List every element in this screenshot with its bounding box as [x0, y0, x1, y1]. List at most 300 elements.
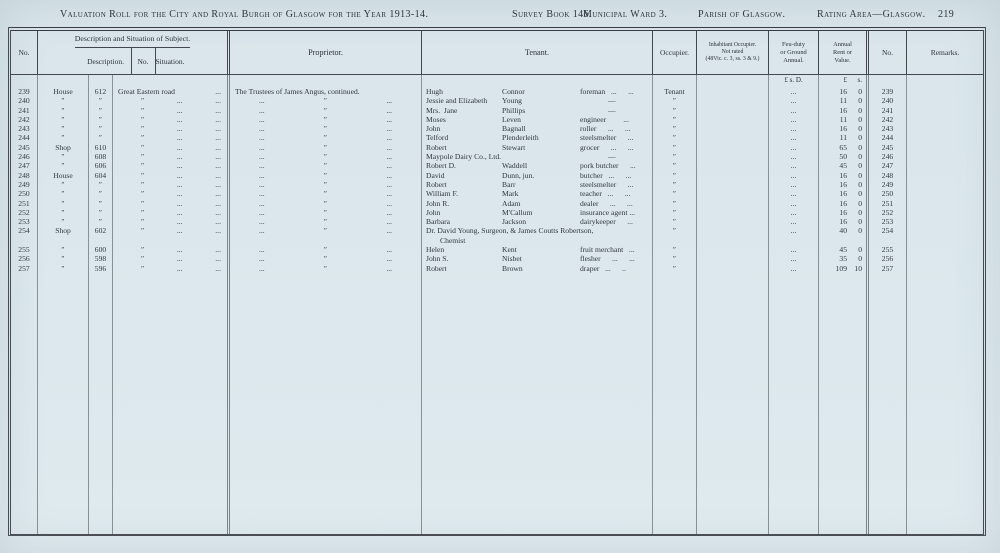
header-annual-rent: Annual Rent or Value.: [819, 31, 869, 74]
cell-description: ″: [38, 199, 89, 208]
cell-description: ″: [38, 245, 89, 254]
cell-annual-rent: 16 0: [819, 217, 869, 226]
cell-situation: ″ ... ...: [113, 115, 230, 124]
proprietor-ditto: ″: [323, 96, 328, 106]
table-row: [11, 171, 983, 180]
cell-number-2: 243: [869, 124, 907, 133]
cell-situation: ″ ... ...: [113, 124, 230, 133]
cell-annual-rent: 16 0: [819, 87, 869, 96]
cell-tenant: [422, 264, 653, 273]
proprietor-dots: ...: [258, 179, 265, 189]
cell-inhabitant-occupier: [697, 133, 769, 142]
cell-street-number: ″: [89, 217, 113, 226]
table-row: [11, 189, 983, 198]
tenant-surname: Adam: [502, 198, 521, 208]
header-feu-duty: Feu-duty or Ground Annual.: [769, 31, 819, 74]
cell-row-number: 240: [11, 96, 38, 105]
cell-proprietor: [230, 152, 422, 161]
cell-situation: ″ ... ...: [113, 180, 230, 189]
cell-proprietor: [230, 254, 422, 263]
proprietor-dots: ...: [258, 161, 265, 171]
tenant-surname: Nisbet: [502, 254, 522, 264]
cell-tenant: [422, 106, 653, 115]
cell-occupier: ″: [653, 217, 697, 226]
cell-situation: ″ ... ...: [113, 199, 230, 208]
proprietor-dots: ...: [258, 96, 265, 106]
header-description: Description.: [81, 48, 132, 74]
cell-street-number: 606: [89, 161, 113, 170]
cell-proprietor: [230, 171, 422, 180]
survey-book-label: Survey Book 146.: [512, 9, 592, 20]
page-number: 219: [938, 9, 955, 20]
cell-proprietor: [230, 133, 422, 142]
cell-remarks: [907, 161, 983, 170]
cell-tenant: [422, 87, 653, 96]
cell-annual-rent: 45 0: [819, 245, 869, 254]
cell-occupier: ″: [653, 208, 697, 217]
cell-street-number: 602: [89, 226, 113, 245]
tenant-forename: Hugh: [426, 87, 443, 96]
cell-situation: ″ ... ...: [113, 189, 230, 198]
cell-row-number: 257: [11, 264, 38, 273]
cell-situation: ″ ... ...: [113, 171, 230, 180]
cell-feu-duty: ...: [769, 208, 819, 217]
cell-situation: ″ ... ...: [113, 133, 230, 142]
cell-row-number: 244: [11, 133, 38, 142]
cell-feu-duty: ...: [769, 226, 819, 245]
proprietor-dots: ...: [386, 152, 393, 162]
rent-currency-label: £ s.: [819, 75, 869, 87]
header-description-situation: Description and Situation of Subject.: [75, 31, 190, 48]
cell-occupier: ″: [653, 189, 697, 198]
cell-description: ″: [38, 264, 89, 273]
cell-street-number: ″: [89, 96, 113, 105]
table-row: [11, 96, 983, 105]
cell-remarks: [907, 199, 983, 208]
cell-inhabitant-occupier: [697, 115, 769, 124]
table-row: [11, 161, 983, 170]
cell-inhabitant-occupier: [697, 189, 769, 198]
cell-tenant: [422, 96, 653, 105]
cell-inhabitant-occupier: [697, 106, 769, 115]
cell-proprietor: [230, 87, 422, 96]
tenant-occupation: steelsmelter ...: [580, 179, 634, 189]
tenant-surname: [502, 152, 580, 161]
cell-proprietor: [230, 199, 422, 208]
cell-annual-rent: 16 0: [819, 189, 869, 198]
tenant-occupation: teacher ... ...: [580, 189, 631, 199]
proprietor-dots: ...: [386, 198, 393, 208]
tenant-forename: Robert: [426, 263, 447, 273]
proprietor-ditto: ″: [323, 105, 328, 115]
tenant-forename: Robert: [426, 142, 447, 152]
cell-row-number: 239: [11, 87, 38, 96]
cell-proprietor: [230, 264, 422, 273]
cell-street-number: 610: [89, 143, 113, 152]
cell-situation: ″ ... ...: [113, 143, 230, 152]
proprietor-ditto: ″: [323, 198, 328, 208]
cell-proprietor: [230, 189, 422, 198]
tenant-occupation: foreman ... ...: [580, 87, 634, 96]
tenant-occupation: —: [608, 152, 616, 162]
cell-description: ″: [38, 180, 89, 189]
cell-annual-rent: 11 0: [819, 115, 869, 124]
tenant-forename: Mrs. Jane: [426, 105, 458, 115]
cell-inhabitant-occupier: [697, 264, 769, 273]
cell-description: ″: [38, 96, 89, 105]
cell-inhabitant-occupier: [697, 171, 769, 180]
table-row: [11, 180, 983, 189]
table-body: [11, 87, 983, 273]
cell-annual-rent: 45 0: [819, 161, 869, 170]
proprietor-ditto: ″: [323, 263, 328, 273]
table-empty-area: [11, 273, 983, 534]
cell-occupier: ″: [653, 161, 697, 170]
cell-situation: ″ ... ...: [113, 264, 230, 273]
cell-row-number: 255: [11, 245, 38, 254]
cell-description: ″: [38, 254, 89, 263]
proprietor-dots: ...: [258, 245, 265, 255]
cell-inhabitant-occupier: [697, 226, 769, 245]
tenant-occupation: dealer ... ...: [580, 198, 633, 208]
cell-inhabitant-occupier: [697, 161, 769, 170]
cell-street-number: 612: [89, 87, 113, 96]
cell-occupier: ″: [653, 124, 697, 133]
cell-row-number: 241: [11, 106, 38, 115]
page-title: Valuation Roll for the City and Royal Burgh of Glasgow for the Year 1913-14.: [60, 9, 429, 20]
cell-street-number: 598: [89, 254, 113, 263]
proprietor-dots: ...: [258, 105, 265, 115]
cell-proprietor: [230, 208, 422, 217]
cell-remarks: [907, 96, 983, 105]
cell-inhabitant-occupier: [697, 124, 769, 133]
cell-proprietor: [230, 161, 422, 170]
proprietor-text: The Trustees of James Angus, continued.: [235, 87, 360, 96]
table-row: [11, 152, 983, 161]
cell-remarks: [907, 264, 983, 273]
proprietor-dots: ...: [258, 198, 265, 208]
cell-row-number: 252: [11, 208, 38, 217]
cell-description: House: [38, 87, 89, 96]
cell-tenant: [422, 226, 653, 245]
cell-description: Shop: [38, 143, 89, 152]
proprietor-ditto: ″: [323, 179, 328, 189]
proprietor-ditto: ″: [323, 124, 328, 134]
header-tenant: Tenant.: [422, 31, 653, 74]
cell-annual-rent: 40 0: [819, 226, 869, 245]
cell-feu-duty: ...: [769, 161, 819, 170]
tenant-surname: Barr: [502, 179, 516, 189]
proprietor-dots: ...: [386, 179, 393, 189]
cell-description: ″: [38, 106, 89, 115]
proprietor-dots: ...: [386, 217, 393, 227]
cell-remarks: [907, 115, 983, 124]
cell-tenant: [422, 133, 653, 142]
tenant-forename: Barbara: [426, 217, 451, 227]
cell-annual-rent: 16 0: [819, 199, 869, 208]
cell-street-number: ″: [89, 106, 113, 115]
tenant-surname: Jackson: [502, 217, 527, 227]
cell-inhabitant-occupier: [697, 152, 769, 161]
tenant-forename: John S.: [426, 254, 449, 264]
table-row: [11, 133, 983, 142]
proprietor-ditto: ″: [323, 245, 328, 255]
proprietor-dots: ...: [386, 189, 393, 199]
cell-street-number: ″: [89, 189, 113, 198]
cell-situation: ″ ... ...: [113, 152, 230, 161]
tenant-forename: Robert: [426, 179, 447, 189]
proprietor-dots: ...: [258, 152, 265, 162]
proprietor-dots: ...: [386, 161, 393, 171]
cell-remarks: [907, 124, 983, 133]
cell-annual-rent: 16 0: [819, 180, 869, 189]
cell-inhabitant-occupier: [697, 254, 769, 263]
tenant-occupation: grocer ... ...: [580, 142, 634, 152]
cell-number-2: 254: [869, 226, 907, 245]
cell-row-number: 245: [11, 143, 38, 152]
cell-tenant: [422, 161, 653, 170]
tenant-occupation: roller ... ...: [580, 124, 631, 134]
cell-feu-duty: ...: [769, 143, 819, 152]
cell-annual-rent: 16 0: [819, 171, 869, 180]
cell-annual-rent: 16 0: [819, 208, 869, 217]
cell-description: ″: [38, 124, 89, 133]
proprietor-dots: ...: [258, 226, 265, 236]
cell-feu-duty: ...: [769, 199, 819, 208]
cell-occupier: ″: [653, 180, 697, 189]
cell-street-number: 596: [89, 264, 113, 273]
cell-number-2: 249: [869, 180, 907, 189]
table-header-row: [11, 31, 983, 75]
cell-feu-duty: ...: [769, 180, 819, 189]
cell-street-number: ″: [89, 180, 113, 189]
cell-number-2: 248: [869, 171, 907, 180]
header-no: No.: [11, 31, 38, 74]
cell-description: ″: [38, 217, 89, 226]
cell-proprietor: [230, 115, 422, 124]
cell-tenant: [422, 152, 653, 161]
cell-number-2: 246: [869, 152, 907, 161]
table-row: [11, 264, 983, 273]
cell-situation: ″ ... ...: [113, 161, 230, 170]
cell-occupier: ″: [653, 171, 697, 180]
cell-annual-rent: 109 10: [819, 264, 869, 273]
cell-remarks: [907, 171, 983, 180]
tenant-surname: Stewart: [502, 142, 526, 152]
feu-currency-label: £ s. D.: [769, 75, 819, 87]
cell-occupier: ″: [653, 143, 697, 152]
cell-tenant: [422, 143, 653, 152]
proprietor-ditto: ″: [323, 226, 328, 236]
tenant-occupation: flesher ... ...: [580, 254, 635, 264]
cell-row-number: 242: [11, 115, 38, 124]
proprietor-dots: ...: [258, 124, 265, 134]
cell-description: Shop: [38, 226, 89, 245]
tenant-surname: Leven: [502, 114, 521, 124]
cell-tenant: [422, 208, 653, 217]
header-proprietor: Proprietor.: [230, 31, 422, 74]
cell-number-2: 241: [869, 106, 907, 115]
tenant-forename: John R.: [426, 198, 450, 208]
cell-row-number: 248: [11, 171, 38, 180]
cell-inhabitant-occupier: [697, 199, 769, 208]
table-row: [11, 208, 983, 217]
cell-inhabitant-occupier: [697, 217, 769, 226]
cell-situation: ″ ... ...: [113, 106, 230, 115]
tenant-text: Dr. David Young, Surgeon, & James Coutts Robertson, Chemist: [426, 226, 594, 245]
cell-tenant: [422, 217, 653, 226]
cell-situation: Great Eastern road ...: [113, 87, 230, 96]
currency-row: [11, 75, 983, 87]
proprietor-dots: ...: [386, 207, 393, 217]
tenant-surname: Plenderleith: [502, 133, 539, 143]
cell-remarks: [907, 133, 983, 142]
tenant-surname: Brown: [502, 263, 523, 273]
cell-situation: ″ ... ...: [113, 96, 230, 105]
tenant-forename: John: [426, 124, 441, 134]
table-row: [11, 87, 983, 96]
proprietor-dots: ...: [258, 133, 265, 143]
header-situation: Situation.: [155, 56, 185, 66]
cell-inhabitant-occupier: [697, 87, 769, 96]
cell-number-2: 250: [869, 189, 907, 198]
cell-annual-rent: 11 0: [819, 133, 869, 142]
proprietor-dots: ...: [386, 133, 393, 143]
cell-feu-duty: ...: [769, 264, 819, 273]
tenant-occupation: insurance agent ...: [580, 207, 636, 217]
cell-annual-rent: 50 0: [819, 152, 869, 161]
tenant-surname: Young: [502, 96, 522, 106]
cell-description: ″: [38, 189, 89, 198]
table-row: [11, 245, 983, 254]
cell-tenant: [422, 254, 653, 263]
cell-occupier: ″: [653, 115, 697, 124]
cell-row-number: 254: [11, 226, 38, 245]
cell-description: ″: [38, 133, 89, 142]
tenant-occupation: steelsmelter ...: [580, 133, 634, 143]
tenant-surname: Kent: [502, 245, 517, 255]
cell-number-2: 247: [869, 161, 907, 170]
cell-description: House: [38, 171, 89, 180]
cell-annual-rent: 35 0: [819, 254, 869, 263]
cell-proprietor: [230, 217, 422, 226]
cell-tenant: [422, 189, 653, 198]
cell-occupier: Tenant: [653, 87, 697, 96]
tenant-surname: Dunn, jun.: [502, 170, 535, 180]
proprietor-dots: ...: [386, 114, 393, 124]
cell-remarks: [907, 180, 983, 189]
proprietor-dots: ...: [386, 263, 393, 273]
tenant-forename: Helen: [426, 245, 445, 255]
cell-street-number: ″: [89, 133, 113, 142]
cell-inhabitant-occupier: [697, 208, 769, 217]
proprietor-ditto: ″: [323, 207, 328, 217]
cell-number-2: 240: [869, 96, 907, 105]
proprietor-ditto: ″: [323, 170, 328, 180]
proprietor-ditto: ″: [323, 254, 328, 264]
proprietor-ditto: ″: [323, 114, 328, 124]
cell-description: ″: [38, 115, 89, 124]
cell-occupier: ″: [653, 226, 697, 245]
cell-feu-duty: ...: [769, 96, 819, 105]
proprietor-dots: ...: [258, 189, 265, 199]
cell-occupier: ″: [653, 264, 697, 273]
header-inhabitant-occupier: Inhabitant Occupier. Not rated (48Vic. c. 3, ss. 3 & 9.): [697, 31, 769, 74]
parish-label: Parish of Glasgow.: [698, 9, 786, 20]
cell-proprietor: [230, 124, 422, 133]
proprietor-dots: ...: [386, 170, 393, 180]
cell-situation: ″ ... ...: [113, 245, 230, 254]
proprietor-ditto: ″: [323, 161, 328, 171]
cell-inhabitant-occupier: [697, 180, 769, 189]
table-row: [11, 199, 983, 208]
cell-situation: ″ ... ...: [113, 254, 230, 263]
cell-number-2: 251: [869, 199, 907, 208]
cell-row-number: 250: [11, 189, 38, 198]
cell-row-number: 243: [11, 124, 38, 133]
table-row: [11, 124, 983, 133]
tenant-surname: Mark: [502, 189, 519, 199]
proprietor-dots: ...: [258, 263, 265, 273]
cell-number-2: 239: [869, 87, 907, 96]
tenant-forename: John: [426, 207, 441, 217]
cell-proprietor: [230, 96, 422, 105]
proprietor-dots: ...: [258, 217, 265, 227]
cell-feu-duty: ...: [769, 124, 819, 133]
cell-situation: ″ ... ...: [113, 226, 230, 245]
cell-row-number: 256: [11, 254, 38, 263]
header-description-group: [38, 31, 230, 74]
cell-feu-duty: ...: [769, 245, 819, 254]
cell-remarks: [907, 217, 983, 226]
tenant-occupation: draper ... ..: [580, 263, 626, 273]
cell-remarks: [907, 208, 983, 217]
tenant-occupation: fruit merchant ...: [580, 245, 635, 255]
proprietor-dots: ...: [386, 105, 393, 115]
cell-occupier: ″: [653, 199, 697, 208]
cell-street-number: 600: [89, 245, 113, 254]
cell-tenant: [422, 245, 653, 254]
table-row: [11, 254, 983, 263]
cell-number-2: 244: [869, 133, 907, 142]
cell-proprietor: [230, 106, 422, 115]
cell-street-number: 608: [89, 152, 113, 161]
tenant-occupation: —: [608, 105, 616, 115]
tenant-occupation: engineer ...: [580, 114, 629, 124]
cell-remarks: [907, 226, 983, 245]
tenant-surname: Waddell: [502, 161, 528, 171]
cell-proprietor: [230, 180, 422, 189]
header-street-no: No.: [132, 48, 156, 74]
cell-feu-duty: ...: [769, 254, 819, 263]
tenant-surname: Connor: [502, 87, 525, 96]
cell-annual-rent: 65 0: [819, 143, 869, 152]
proprietor-dots: ...: [258, 170, 265, 180]
cell-remarks: [907, 189, 983, 198]
cell-street-number: ″: [89, 115, 113, 124]
cell-street-number: 604: [89, 171, 113, 180]
proprietor-ditto: ″: [323, 152, 328, 162]
cell-feu-duty: ...: [769, 115, 819, 124]
cell-row-number: 247: [11, 161, 38, 170]
cell-situation: ″ ... ...: [113, 217, 230, 226]
proprietor-dots: ...: [386, 142, 393, 152]
cell-remarks: [907, 254, 983, 263]
cell-number-2: 255: [869, 245, 907, 254]
proprietor-ditto: ″: [323, 189, 328, 199]
proprietor-dots: ...: [386, 245, 393, 255]
tenant-surname: M'Callum: [502, 207, 533, 217]
